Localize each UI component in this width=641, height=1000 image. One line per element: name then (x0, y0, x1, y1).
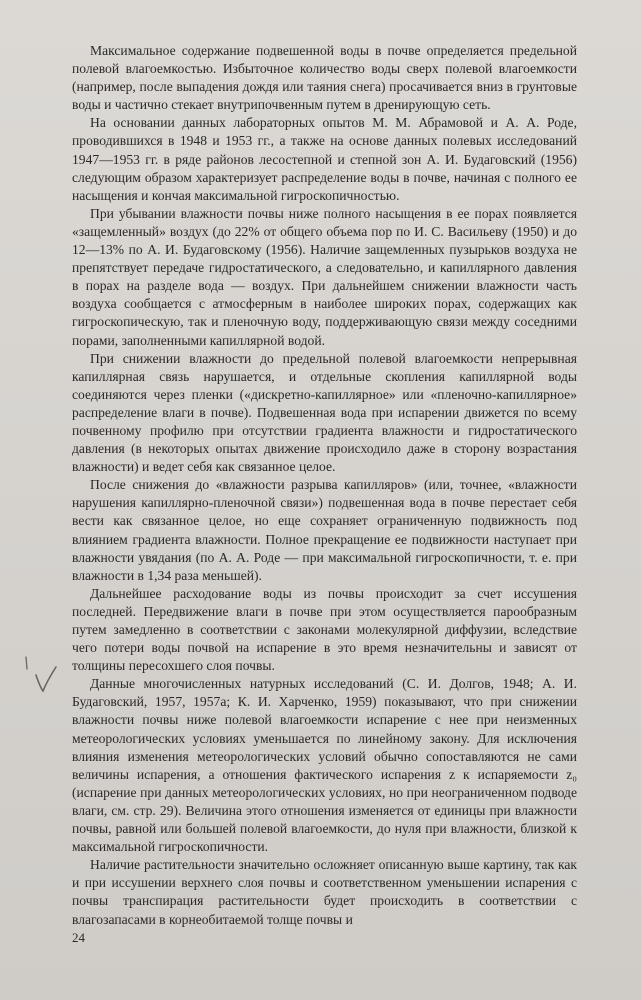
paragraph: На основании данных лабораторных опытов М. М. Абрамовой и А. А. Роде, проводившихся в 1948 и 1953 гг., а также на основе данных полевых исследований 1947—1953 гг. в ряде районов лесостепной и степной зон А. И. Будаговский (1956) следующим образом характеризует распределение воды в почве, начиная с полного ее насыщения и кончая максимальной гигроскопичностью. (72, 115, 577, 203)
body-text (72, 42, 577, 929)
paragraph: Данные многочисленных натурных исследований (С. И. Долгов, 1948; А. И. Будаговский, 1957, 1957а; К. И. Харченко, 1959) показывают, что при снижении влажности почвы ниже полевой влагоемкости испарение с нее при неизменных метеорологических условиях уменьшается по линейному закону. Для исключения влияния изменения метеорологических условий обычно сопоставляются не сами величины испарения, а отношения фактического испарения z к испаряемости z₀ (испарение при данных метеорологических условиях, но при неограниченном подводе влаги, см. стр. 29). Величина этого отношения изменяется от единицы при влажности почвы, равной или большей полевой влагоемкости, до нуля при влажности, близкой к максимальной гигроскопичности. (72, 676, 577, 855)
paragraph: Максимальное содержание подвешенной воды в почве определяется предельной полевой влагоемкостью. Избыточное количество воды сверх полевой влагоемкости (например, после выпадения дождя или таяния снега) просачивается вниз в грунтовые воды и частично стекает внутрипочвенным путем в дренирующую сеть. (72, 43, 577, 113)
paragraph: После снижения до «влажности разрыва капилляров» (или, точнее, «влажности нарушения капиллярно-пленочной связи») подвешенная вода в почве перестает себя вести как связанное целое, но еще сохраняет ограниченную подвижность под влиянием градиента влажности. Полное прекращение ее подвижности наступает при влажности увядания (по А. А. Роде — при максимальной гигроскопичности, т. е. при влажности в 1,34 раза меньшей). (72, 477, 577, 583)
pencil-check-mark (22, 655, 62, 715)
page-number: 24 (72, 930, 85, 945)
paragraph: Наличие растительности значительно осложняет описанную выше картину, так как и при иссушении верхнего слоя почвы и соответственном уменьшении испарения с почвы транспирация растительности будет происходить в соответствии с влагозапасами в корнеобитаемой толще почвы и (72, 857, 577, 927)
paragraph: При убывании влажности почвы ниже полного насыщения в ее порах появляется «защемленный» воздух (до 22% от общего объема пор по И. С. Васильеву (1950) и до 12—13% по А. И. Будаговскому (1956). Наличие защемленных пузырьков воздуха не препятствует передаче гидростатического, а следовательно, и капиллярного давления в порах на разделе вода — воздух. При дальнейшем снижении влажности часть воздуха сообщается с атмосферным в наиболее широких порах, содержащих как гигроскопическую, так и пленочную воду, поддерживающую связи между соседними порами, заполненными капиллярной водой. (72, 205, 577, 348)
paragraph: Дальнейшее расходование воды из почвы происходит за счет иссушения последней. Передвижение влаги в почве при этом осуществляется парообразным путем замедленно в соответствии с законами молекулярной диффузии, вследствие чего потери воды почвой на испарение в это время незначительны и зависят от толщины пересохшего слоя почвы. (72, 585, 577, 674)
paragraph: При снижении влажности до предельной полевой влагоемкости непрерывная капиллярная связь нарушается, и отдельные скопления капиллярной воды соединяются через пленки («дискретно-капиллярное» или «пленочно-капиллярное» распределение влаги в почве). Подвешенная вода при испарении движется по всему почвенному профилю при отсутствии градиента влажности и гидростатического давления (в некоторых опытах движение происходило даже в сторону возрастания влажности) и ведет себя как связанное целое. (72, 350, 577, 475)
